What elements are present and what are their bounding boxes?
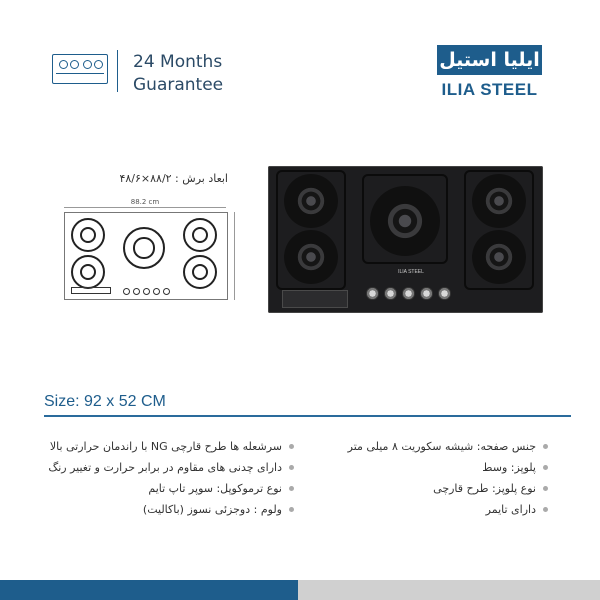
diagram-burner <box>183 218 217 252</box>
width-dimension-label: 88.2 cm <box>130 198 160 206</box>
diagram-burner <box>183 255 217 289</box>
cooktop-photo <box>268 166 543 313</box>
footer-bar-gray <box>298 580 600 600</box>
spec-item: ولوم : دوجزئی نسوز (باکالیت) <box>34 499 294 520</box>
size-underline <box>44 415 571 417</box>
control-knob <box>438 287 451 300</box>
spec-item: نوع پلوپز: طرح قارچی <box>298 478 548 499</box>
cooktop-brand-logo: ILIA STEEL <box>398 269 424 275</box>
gas-burner <box>472 230 526 284</box>
spec-item: دارای چدنی های مقاوم در برابر حرارت و تغییر رنگ <box>34 457 294 478</box>
timer-display-panel <box>282 290 348 308</box>
wok-burner <box>370 186 440 256</box>
spec-item: سرشعله ها طرح قارچی NG با راندمان حرارتی بالا <box>34 436 294 457</box>
gas-burner <box>284 174 338 228</box>
gas-burner <box>472 174 526 228</box>
width-dimension-line <box>64 207 226 208</box>
depth-dimension-line <box>234 212 235 300</box>
guarantee-months: 24 Months <box>133 52 223 72</box>
diagram-knob <box>133 288 140 295</box>
spec-list-right <box>298 436 548 520</box>
footer-bar-blue <box>0 580 298 600</box>
control-knob <box>420 287 433 300</box>
control-knob <box>366 287 379 300</box>
guarantee-label: Guarantee <box>133 75 224 95</box>
size-title: Size: 92 x 52 CM <box>44 393 166 410</box>
spec-item: جنس صفحه: شیشه سکوریت ۸ میلی متر <box>298 436 548 457</box>
control-knob <box>384 287 397 300</box>
spec-item: پلوپز: وسط <box>298 457 548 478</box>
diagram-knob <box>143 288 150 295</box>
diagram-knob <box>123 288 130 295</box>
control-knob <box>402 287 415 300</box>
brand-logo-persian: ایلیا استیل <box>437 45 542 75</box>
diagram-knob <box>153 288 160 295</box>
diagram-burner <box>71 218 105 252</box>
brand-logo-english: ILIA STEEL <box>441 80 538 99</box>
cooktop-outline-diagram <box>64 212 228 300</box>
spec-item: دارای تایمر <box>298 499 548 520</box>
diagram-knob <box>163 288 170 295</box>
gas-burner <box>284 230 338 284</box>
spec-list-left <box>34 436 294 520</box>
diagram-control-panel <box>71 287 111 294</box>
spec-item: نوع ترموکوپل: سوپر تاپ تایم <box>34 478 294 499</box>
cut-dimensions-label: ابعاد برش : ۸۸/۲×۴۸/۶ <box>119 172 228 185</box>
header-divider <box>117 50 118 92</box>
cooktop-icon <box>52 54 108 84</box>
diagram-burner-wok <box>123 227 165 269</box>
diagram-burner <box>71 255 105 289</box>
